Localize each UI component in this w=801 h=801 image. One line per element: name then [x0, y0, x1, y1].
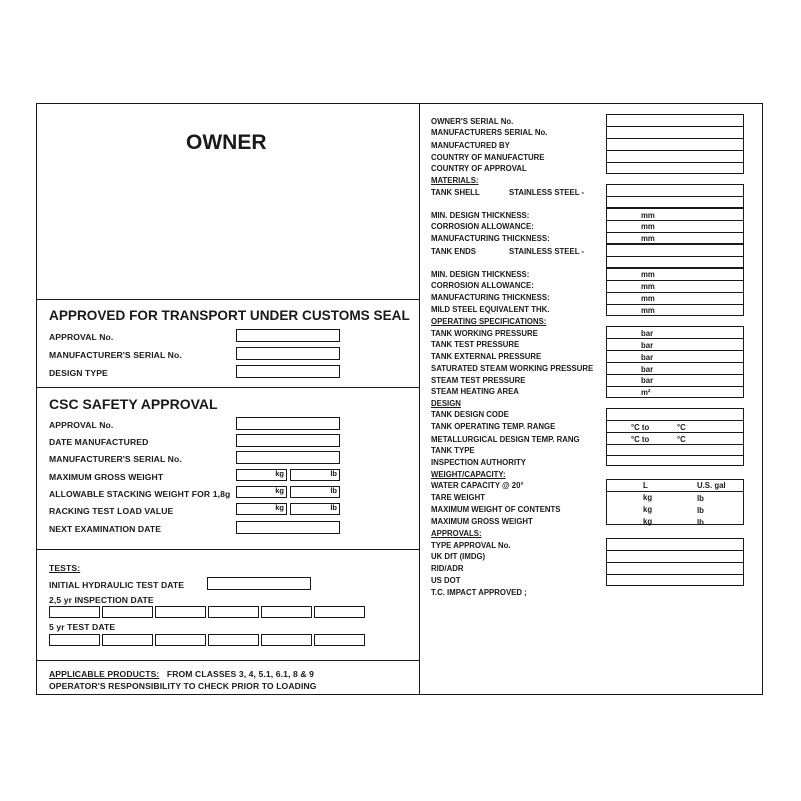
- divider-customs: [36, 387, 420, 388]
- unit-kg: kg: [275, 486, 284, 495]
- grid-rule: [606, 574, 744, 575]
- inspection-date-box[interactable]: [49, 606, 100, 618]
- test5-date-box[interactable]: [49, 634, 100, 646]
- unit-bar: bar: [641, 376, 654, 385]
- unit-lb: lb: [330, 503, 337, 512]
- min-design-label: MIN. DESIGN THICKNESS:: [431, 270, 530, 279]
- grid-rule: [606, 350, 744, 351]
- csc-stacking-lb-field[interactable]: [290, 486, 340, 498]
- customs-design-label: DESIGN TYPE: [49, 368, 108, 378]
- grid-rule: [606, 292, 744, 293]
- inspection-date-box[interactable]: [314, 606, 365, 618]
- unit-mm: mm: [641, 282, 655, 291]
- manufacturers-serial-label: MANUFACTURERS SERIAL No.: [431, 128, 548, 137]
- rid-adr-label: RID/ADR: [431, 564, 464, 573]
- max-contents-label: MAXIMUM WEIGHT OF CONTENTS: [431, 505, 561, 514]
- grid-rule: [606, 550, 744, 551]
- external-pressure-label: TANK EXTERNAL PRESSURE: [431, 352, 542, 361]
- unit-mm: mm: [641, 211, 655, 220]
- csc-serial-label: MANUFACTURER'S SERIAL No.: [49, 454, 182, 464]
- design-code-label: TANK DESIGN CODE: [431, 410, 509, 419]
- stainless-label: STAINLESS STEEL -: [509, 247, 585, 256]
- csc-next-exam-field[interactable]: [236, 521, 340, 534]
- grid-rule: [606, 432, 744, 433]
- csc-gross-kg-field[interactable]: [236, 469, 287, 481]
- unit-m2: m²: [641, 388, 651, 397]
- temp-degc: °C: [677, 423, 686, 432]
- corrosion-label: CORROSION ALLOWANCE:: [431, 222, 534, 231]
- divider-owner: [36, 299, 420, 300]
- products-label: APPLICABLE PRODUCTS:: [49, 669, 160, 679]
- temp-ctoc: °C to: [631, 423, 650, 432]
- unit-lb: lb: [697, 494, 704, 503]
- unit-bar: bar: [641, 329, 654, 338]
- customs-approval-field[interactable]: [236, 329, 340, 342]
- max-gross-label: MAXIMUM GROSS WEIGHT: [431, 517, 533, 526]
- grid-rule: [606, 256, 744, 257]
- grid-rule: [606, 138, 744, 139]
- manuf-thick-label: MANUFACTURING THICKNESS:: [431, 293, 550, 302]
- grid-rule: [606, 420, 744, 421]
- csc-stacking-label: ALLOWABLE STACKING WEIGHT FOR 1,8g: [49, 489, 231, 499]
- csc-gross-lb-field[interactable]: [290, 469, 340, 481]
- unit-L: L: [643, 481, 648, 490]
- working-pressure-label: TANK WORKING PRESSURE: [431, 329, 538, 338]
- unit-lb: lb: [330, 486, 337, 495]
- products-note: OPERATOR'S RESPONSIBILITY TO CHECK PRIOR TO LOADING: [49, 681, 317, 691]
- initial-test-field[interactable]: [207, 577, 311, 590]
- unit-bar: bar: [641, 353, 654, 362]
- grid-rule: [606, 362, 744, 363]
- unit-kg: kg: [275, 503, 284, 512]
- approvals-heading: APPROVALS:: [431, 529, 482, 538]
- csc-serial-field[interactable]: [236, 451, 340, 464]
- customs-serial-field[interactable]: [236, 347, 340, 360]
- test-pressure-label: TANK TEST PRESSURE: [431, 340, 520, 349]
- us-dot-label: US DOT: [431, 576, 461, 585]
- unit-usgal: U.S. gal: [697, 481, 726, 490]
- tank-type-label: TANK TYPE: [431, 446, 475, 455]
- unit-kg: kg: [643, 517, 653, 526]
- uk-dft-label: UK DfT (IMDG): [431, 552, 486, 561]
- grid-rule: [606, 338, 744, 339]
- grid-rule: [606, 455, 744, 456]
- products-line: [49, 669, 314, 679]
- test5-date-box[interactable]: [155, 634, 206, 646]
- test5-date-box[interactable]: [102, 634, 153, 646]
- divider-csc: [36, 549, 420, 550]
- temp-ctoc: °C to: [631, 435, 650, 444]
- grid-rule: [606, 232, 744, 233]
- grid-rule: [606, 220, 744, 221]
- grid-rule: [606, 126, 744, 127]
- inspection-date-box[interactable]: [102, 606, 153, 618]
- unit-lb: lb: [330, 469, 337, 478]
- grid-rule: [606, 150, 744, 151]
- type-approval-label: TYPE APPROVAL No.: [431, 541, 511, 550]
- test5-date-box[interactable]: [261, 634, 312, 646]
- inspection-date-label: 2,5 yr INSPECTION DATE: [49, 595, 154, 605]
- design-heading: DESIGN: [431, 399, 461, 408]
- unit-kg: kg: [643, 505, 653, 514]
- sat-steam-label: SATURATED STEAM WORKING PRESSURE: [431, 364, 594, 373]
- unit-bar: bar: [641, 341, 654, 350]
- grid-rule: [606, 444, 744, 445]
- unit-mm: mm: [641, 306, 655, 315]
- initial-test-label: INITIAL HYDRAULIC TEST DATE: [49, 580, 185, 590]
- stainless-label: STAINLESS STEEL -: [509, 188, 585, 197]
- tare-label: TARE WEIGHT: [431, 493, 485, 502]
- owners-serial-label: OWNER'S SERIAL No.: [431, 117, 514, 126]
- tc-impact-label: T.C. IMPACT APPROVED ;: [431, 588, 527, 597]
- divider-tests: [36, 660, 420, 661]
- unit-kg: kg: [643, 493, 653, 502]
- unit-mm: mm: [641, 234, 655, 243]
- products-classes: FROM CLASSES 3, 4, 5.1, 6.1, 8 & 9: [166, 669, 315, 679]
- identification-grid[interactable]: [606, 114, 744, 174]
- unit-lb: lb: [697, 518, 704, 527]
- tests-heading: TESTS:: [49, 563, 81, 573]
- op-spec-heading: OPERATING SPECIFICATIONS:: [431, 317, 547, 326]
- unit-lb: lb: [697, 506, 704, 515]
- temp-degc: °C: [677, 435, 686, 444]
- water-capacity-label: WATER CAPACITY @ 20°: [431, 481, 524, 490]
- grid-rule: [606, 162, 744, 163]
- metallurgical-label: METALLURGICAL DESIGN TEMP. RANG: [431, 435, 580, 444]
- grid-rule: [606, 491, 744, 492]
- inspection-date-box[interactable]: [208, 606, 259, 618]
- csc-approval-label: APPROVAL No.: [49, 420, 114, 430]
- customs-heading: APPROVED FOR TRANSPORT UNDER CUSTOMS SEAL: [49, 308, 410, 323]
- unit-bar: bar: [641, 365, 654, 374]
- country-manufacture-label: COUNTRY OF MANUFACTURE: [431, 153, 545, 162]
- test5-date-box[interactable]: [314, 634, 365, 646]
- temp-range-label: TANK OPERATING TEMP. RANGE: [431, 422, 556, 431]
- grid-rule: [606, 304, 744, 305]
- grid-rule: [606, 374, 744, 375]
- test5-date-label: 5 yr TEST DATE: [49, 622, 116, 632]
- steam-test-label: STEAM TEST PRESSURE: [431, 376, 526, 385]
- heating-area-label: STEAM HEATING AREA: [431, 387, 519, 396]
- csc-approval-field[interactable]: [236, 417, 340, 430]
- inspection-date-box[interactable]: [261, 606, 312, 618]
- owner-title: OWNER: [186, 131, 267, 154]
- corrosion-label: CORROSION ALLOWANCE:: [431, 281, 534, 290]
- test5-date-box[interactable]: [208, 634, 259, 646]
- manuf-thick-label: MANUFACTURING THICKNESS:: [431, 234, 550, 243]
- csc-date-field[interactable]: [236, 434, 340, 447]
- shell-thickness-grid[interactable]: [606, 208, 744, 244]
- grid-rule: [606, 386, 744, 387]
- unit-mm: mm: [641, 294, 655, 303]
- design-grid[interactable]: [606, 408, 744, 466]
- csc-gross-label: MAXIMUM GROSS WEIGHT: [49, 472, 164, 482]
- country-approval-label: COUNTRY OF APPROVAL: [431, 164, 527, 173]
- inspection-date-box[interactable]: [155, 606, 206, 618]
- csc-next-exam-label: NEXT EXAMINATION DATE: [49, 524, 162, 534]
- customs-serial-label: MANUFACTURER'S SERIAL No.: [49, 350, 182, 360]
- unit-mm: mm: [641, 270, 655, 279]
- tank-ends-label: TANK ENDS: [431, 247, 476, 256]
- grid-rule: [606, 280, 744, 281]
- grid-rule: [606, 196, 744, 197]
- materials-heading: MATERIALS:: [431, 176, 479, 185]
- manufactured-by-label: MANUFACTURED BY: [431, 141, 510, 150]
- grid-rule: [606, 562, 744, 563]
- customs-approval-label: APPROVAL No.: [49, 332, 114, 342]
- csc-racking-lb-field[interactable]: [290, 503, 340, 515]
- inspection-authority-label: INSPECTION AUTHORITY: [431, 458, 527, 467]
- min-design-label: MIN. DESIGN THICKNESS:: [431, 211, 530, 220]
- csc-racking-label: RACKING TEST LOAD VALUE: [49, 506, 174, 516]
- weight-capacity-heading: WEIGHT/CAPACITY:: [431, 470, 506, 479]
- column-divider: [419, 103, 420, 695]
- csc-racking-kg-field[interactable]: [236, 503, 287, 515]
- csc-date-label: DATE MANUFACTURED: [49, 437, 149, 447]
- csc-stacking-kg-field[interactable]: [236, 486, 287, 498]
- unit-mm: mm: [641, 222, 655, 231]
- tank-shell-label: TANK SHELL: [431, 188, 480, 197]
- customs-design-field[interactable]: [236, 365, 340, 378]
- unit-kg: kg: [275, 469, 284, 478]
- mild-steel-label: MILD STEEL EQUIVALENT THK.: [431, 305, 550, 314]
- csc-heading: CSC SAFETY APPROVAL: [49, 396, 218, 412]
